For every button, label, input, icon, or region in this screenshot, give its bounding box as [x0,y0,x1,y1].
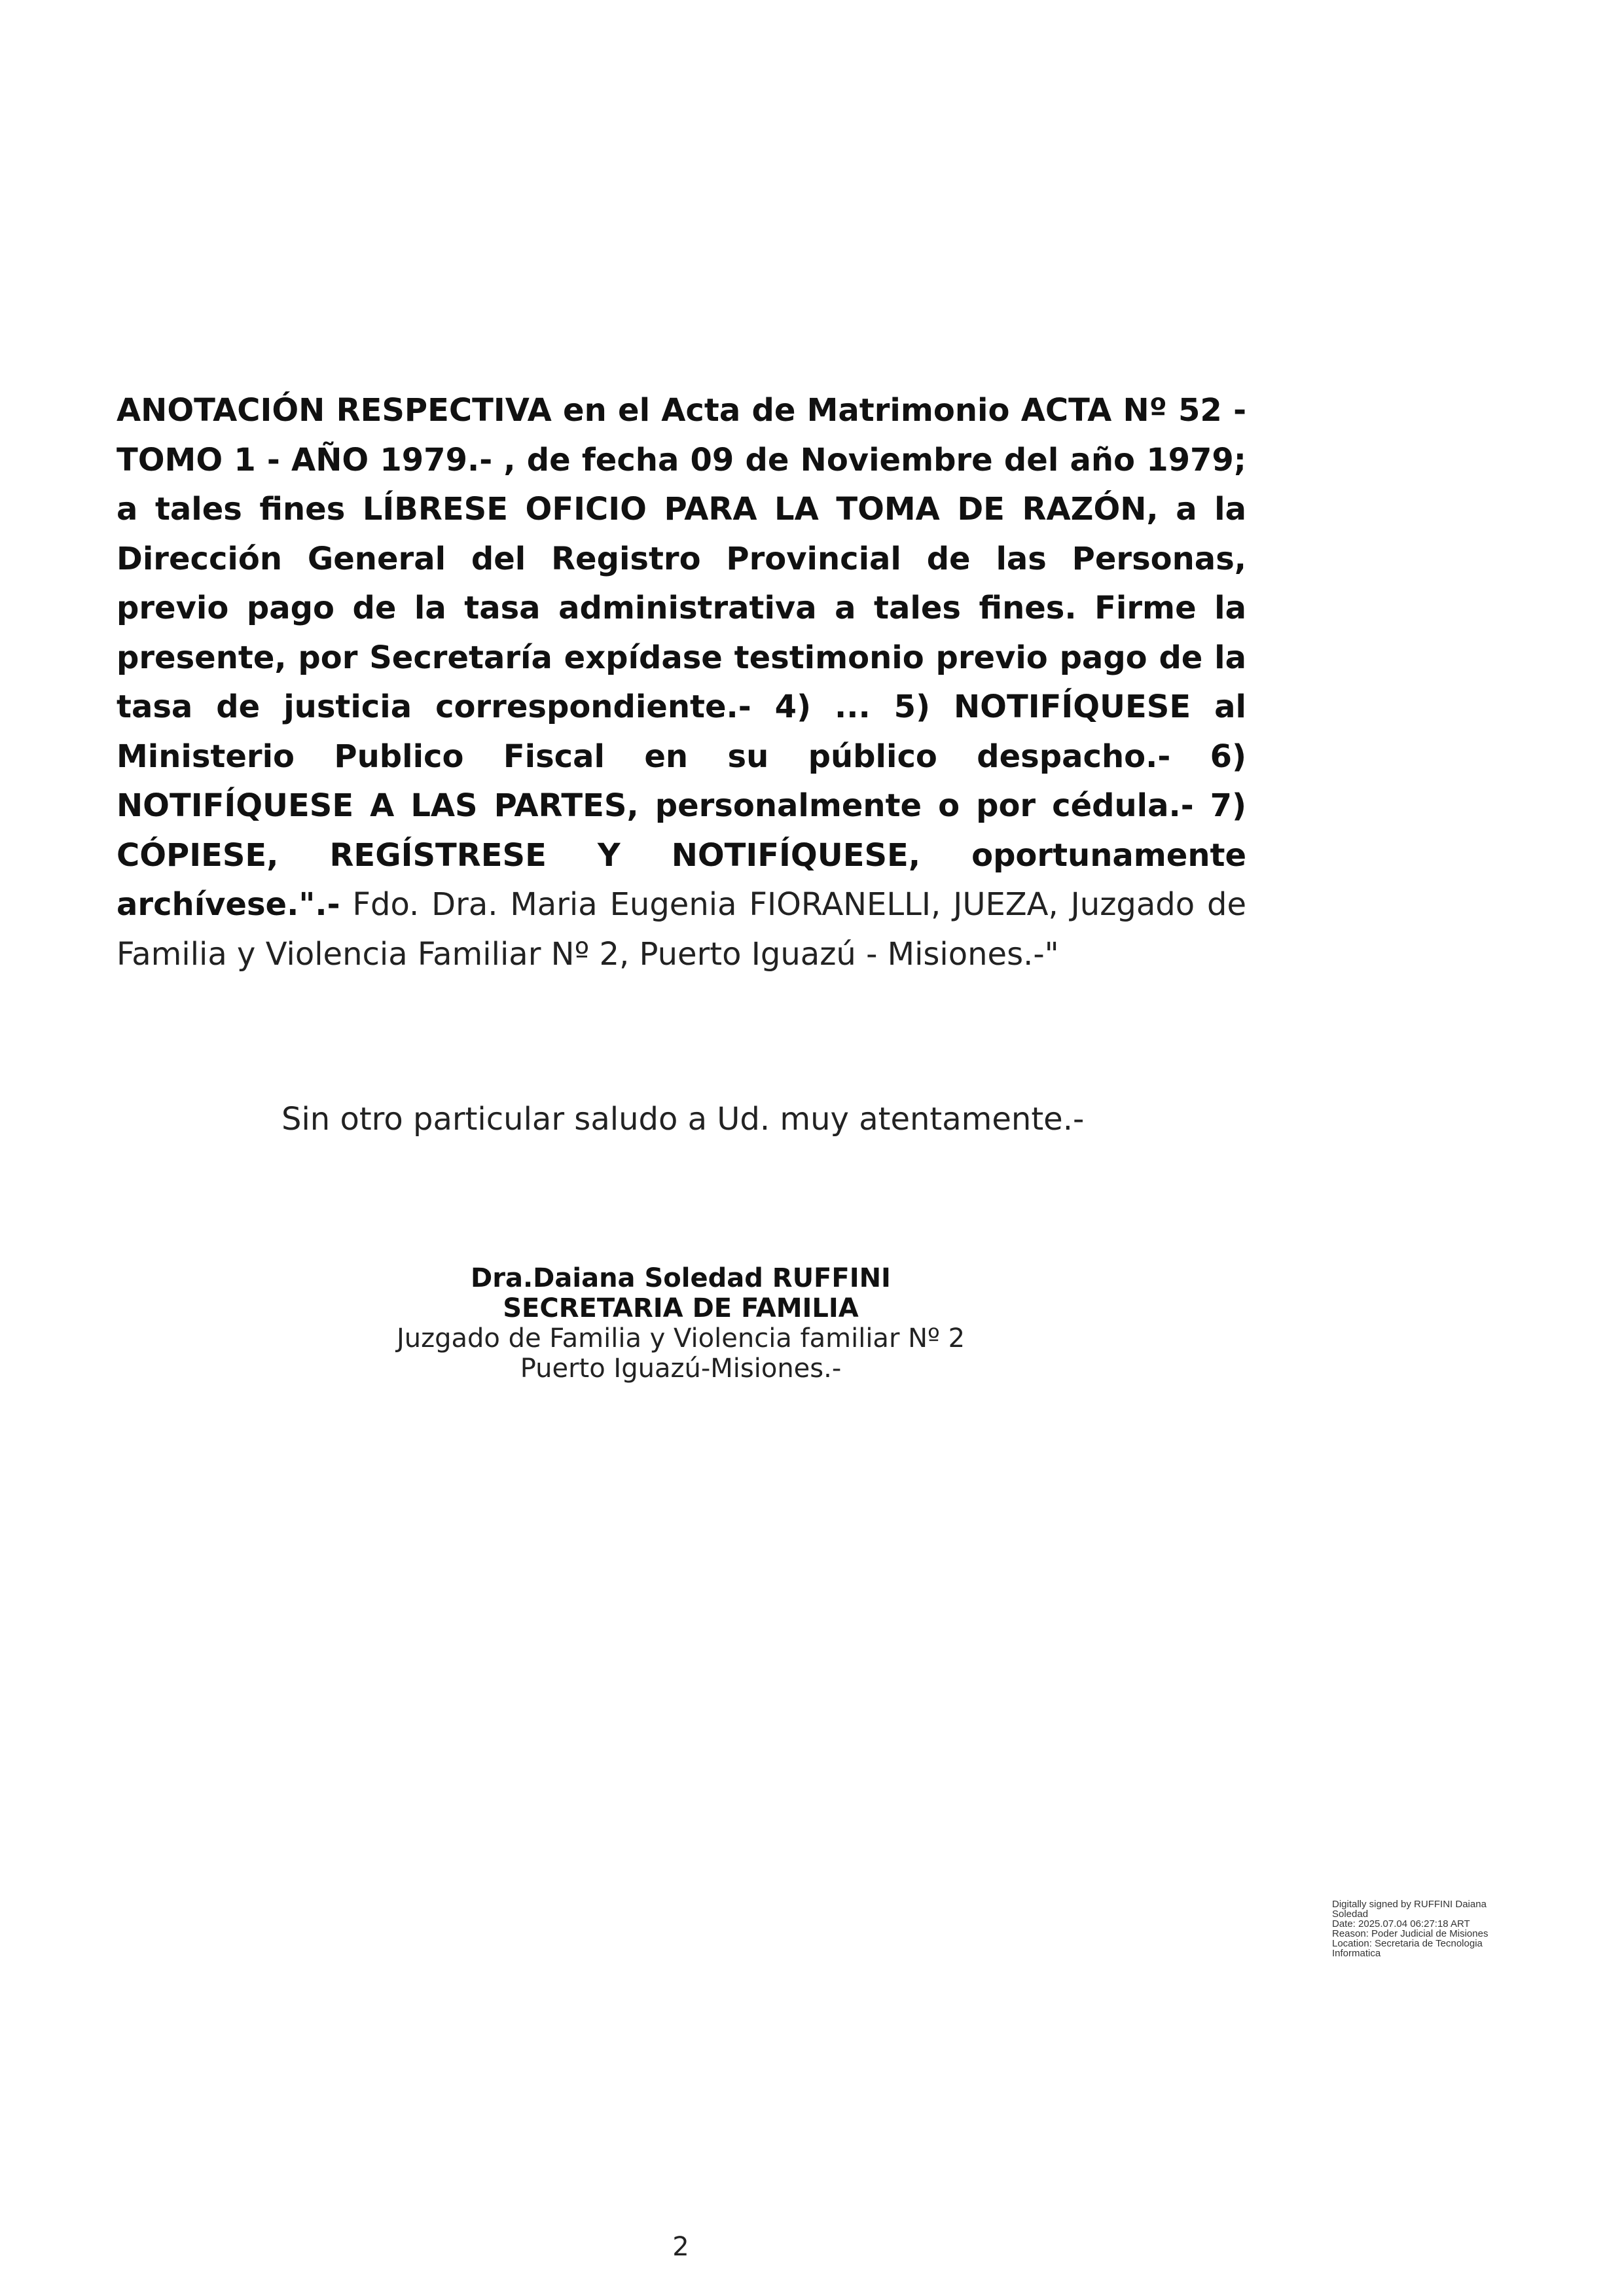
digital-signature-location: Location: Secretaria de Tecnologia [1332,1938,1483,1949]
digital-signature-reason: Reason: Poder Judicial de Misiones [1332,1928,1489,1939]
signer-court: Juzgado de Familia y Violencia familiar Nº 2 [396,1323,965,1354]
digital-signature-date: Date: 2025.07.04 06:27:18 ART [1332,1918,1470,1929]
closing-salutation: Sin otro particular saludo a Ud. muy atentamente.- [281,1101,1085,1138]
signer-title: SECRETARIA DE FAMILIA [503,1293,859,1323]
signer-place: Puerto Iguazú-Misiones.- [520,1354,842,1384]
page-number: 2 [672,2232,689,2262]
signature-block [353,1263,1008,1384]
resolution-bold-text: ANOTACIÓN RESPECTIVA en el Acta de Matrimonio ACTA Nº 52 - TOMO 1 - AÑO 1979.- , de fecha 09 de Noviembre del año 1979; a tales fines LÍBRESE OFICIO PARA LA TOMA DE RAZÓN, a la Dirección General del Registro Provincial de las Personas, previo pago de la tasa administrativa a tales fines. Firme la presente, por Secretaría expídase testimonio previo pago de la tasa de justicia correspondiente.- 4) ... 5) NOTIFÍQUESE al Ministerio Publico Fiscal en su público despacho.- 6) NOTIFÍQUESE A LAS PARTES, personalmente o por cédula.- 7) CÓPIESE, REGÍSTRESE Y NOTIFÍQUESE, oportunamente archívese.".- [117,392,1246,923]
digital-signature-line: Informatica [1332,1948,1381,1959]
digital-signature-line: Soledad [1332,1909,1369,1920]
digital-signature-stamp [1332,1899,1528,1958]
resolution-signed-by-text: Fdo. Dra. Maria Eugenia FIORANELLI, JUEZA, Juzgado de Familia y Violencia Familiar Nº 2, Puerto Iguazú - Misiones.-" [117,886,1246,973]
signer-name: Dra.Daiana Soledad RUFFINI [471,1263,891,1293]
resolution-text [117,386,1246,979]
digital-signature-line: Digitally signed by RUFFINI Daiana [1332,1899,1487,1910]
